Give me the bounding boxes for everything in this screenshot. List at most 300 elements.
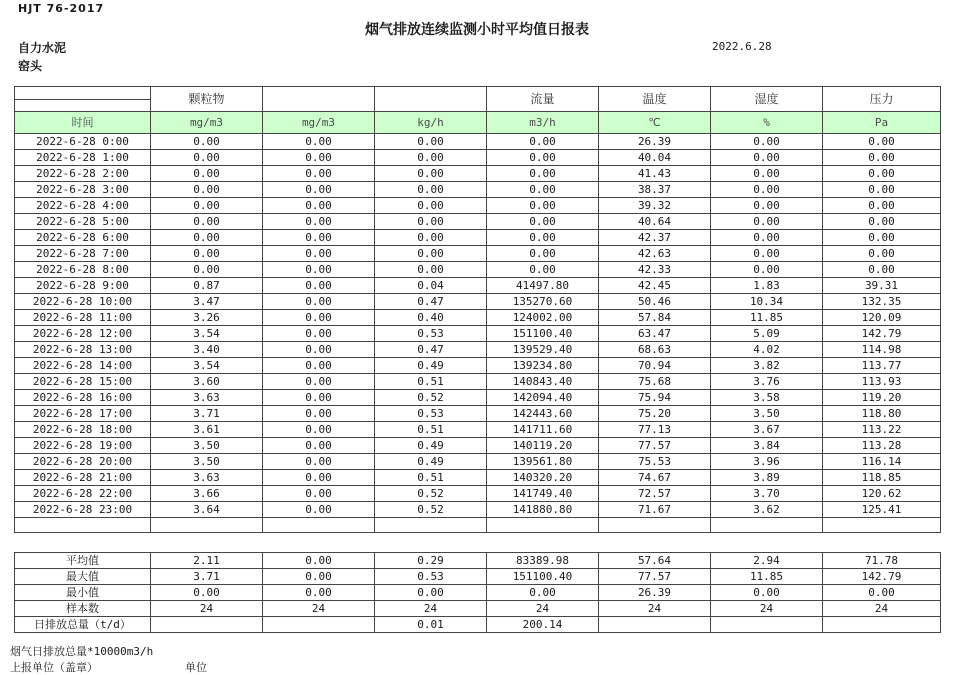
summary-value-cell: 24 [823,601,941,617]
summary-table [14,552,941,633]
value-cell: 42.33 [599,262,711,278]
value-cell: 0.00 [487,134,599,150]
summary-label-cell: 样本数 [15,601,151,617]
summary-value-cell [263,617,375,633]
time-cell: 2022-6-28 16:00 [15,390,151,406]
value-cell: 0.00 [263,150,375,166]
summary-row [15,617,941,633]
summary-row [15,569,941,585]
empty-cell [711,518,823,533]
company-name: 自力水泥 [18,41,67,55]
value-cell: 0.00 [823,246,941,262]
value-cell: 41497.80 [487,278,599,294]
summary-value-cell: 0.29 [375,553,487,569]
value-cell: 0.51 [375,422,487,438]
value-cell: 0.51 [375,470,487,486]
value-cell: 0.00 [711,166,823,182]
group-header-cell [263,87,375,112]
value-cell: 0.00 [375,246,487,262]
time-cell: 2022-6-28 19:00 [15,438,151,454]
group-header-pm: 颗粒物 [151,87,263,112]
summary-row [15,553,941,569]
summary-value-cell: 24 [599,601,711,617]
time-cell: 2022-6-28 2:00 [15,166,151,182]
value-cell: 0.47 [375,342,487,358]
unit-header-cell: ℃ [599,112,711,134]
summary-value-cell: 151100.40 [487,569,599,585]
time-cell: 2022-6-28 10:00 [15,294,151,310]
value-cell: 40.64 [599,214,711,230]
value-cell: 11.85 [711,310,823,326]
value-cell: 140843.40 [487,374,599,390]
group-header-flow: 流量 [487,87,599,112]
value-cell: 3.50 [711,406,823,422]
table-row [15,422,941,438]
value-cell: 3.71 [151,406,263,422]
table-row [15,326,941,342]
value-cell: 3.76 [711,374,823,390]
summary-value-cell: 0.53 [375,569,487,585]
unit-label: 单位 [185,661,207,674]
value-cell: 118.80 [823,406,941,422]
summary-value-cell: 24 [151,601,263,617]
value-cell: 0.00 [263,310,375,326]
value-cell: 39.31 [823,278,941,294]
value-cell: 0.00 [375,198,487,214]
time-cell: 2022-6-28 18:00 [15,422,151,438]
value-cell: 0.00 [487,230,599,246]
value-cell: 142094.40 [487,390,599,406]
value-cell: 118.85 [823,470,941,486]
value-cell: 0.00 [711,262,823,278]
summary-label-cell: 日排放总量（t/d） [15,617,151,633]
value-cell: 3.66 [151,486,263,502]
value-cell: 0.00 [151,182,263,198]
table-row [15,134,941,150]
table-row [15,198,941,214]
group-header-pressure: 压力 [823,87,941,112]
value-cell: 142443.60 [487,406,599,422]
value-cell: 0.00 [263,134,375,150]
time-cell: 2022-6-28 7:00 [15,246,151,262]
station-name: 窑头 [18,59,43,73]
group-header-temperature: 温度 [599,87,711,112]
table-row [15,358,941,374]
value-cell: 0.00 [263,390,375,406]
table-row [15,310,941,326]
value-cell: 3.63 [151,470,263,486]
summary-value-cell: 0.00 [375,585,487,601]
summary-value-cell: 200.14 [487,617,599,633]
table-row [15,150,941,166]
table-row [15,406,941,422]
summary-value-cell: 0.00 [263,585,375,601]
value-cell: 116.14 [823,454,941,470]
value-cell: 1.83 [711,278,823,294]
summary-value-cell: 24 [263,601,375,617]
value-cell: 0.00 [375,134,487,150]
group-header-cell-blank [15,99,151,112]
time-cell: 2022-6-28 11:00 [15,310,151,326]
value-cell: 3.84 [711,438,823,454]
summary-label-cell: 最大值 [15,569,151,585]
summary-label-cell: 最小值 [15,585,151,601]
empty-row [15,518,941,533]
value-cell: 0.00 [711,230,823,246]
time-cell: 2022-6-28 0:00 [15,134,151,150]
report-title: 烟气排放连续监测小时平均值日报表 [365,22,589,38]
value-cell: 0.00 [263,182,375,198]
time-cell: 2022-6-28 1:00 [15,150,151,166]
empty-cell [823,518,941,533]
value-cell: 3.60 [151,374,263,390]
value-cell: 0.00 [711,214,823,230]
table-row [15,438,941,454]
summary-value-cell [151,617,263,633]
value-cell: 40.04 [599,150,711,166]
summary-value-cell [599,617,711,633]
value-cell: 74.67 [599,470,711,486]
value-cell: 0.00 [711,150,823,166]
value-cell: 3.50 [151,438,263,454]
value-cell: 4.02 [711,342,823,358]
value-cell: 0.49 [375,438,487,454]
value-cell: 0.87 [151,278,263,294]
value-cell: 113.93 [823,374,941,390]
value-cell: 75.53 [599,454,711,470]
value-cell: 71.67 [599,502,711,518]
table-row [15,374,941,390]
value-cell: 0.00 [711,134,823,150]
unit-header-cell: % [711,112,823,134]
unit-header-cell: m3/h [487,112,599,134]
value-cell: 42.37 [599,230,711,246]
value-cell: 0.49 [375,358,487,374]
time-cell: 2022-6-28 6:00 [15,230,151,246]
value-cell: 0.00 [375,150,487,166]
value-cell: 0.00 [263,166,375,182]
value-cell: 132.35 [823,294,941,310]
value-cell: 0.00 [263,470,375,486]
footer-note: 烟气日排放总量*10000m3/h [10,645,154,658]
value-cell: 57.84 [599,310,711,326]
value-cell: 0.00 [263,278,375,294]
summary-value-cell: 0.00 [487,585,599,601]
value-cell: 0.00 [823,134,941,150]
value-cell: 0.00 [263,342,375,358]
summary-value-cell: 0.00 [263,569,375,585]
value-cell: 0.00 [151,214,263,230]
value-cell: 141749.40 [487,486,599,502]
table-row [15,454,941,470]
summary-value-cell: 24 [487,601,599,617]
summary-row [15,601,941,617]
value-cell: 0.00 [711,198,823,214]
summary-value-cell: 77.57 [599,569,711,585]
value-cell: 10.34 [711,294,823,310]
value-cell: 3.82 [711,358,823,374]
value-cell: 125.41 [823,502,941,518]
table-row [15,262,941,278]
value-cell: 0.00 [263,326,375,342]
value-cell: 0.00 [151,246,263,262]
value-cell: 26.39 [599,134,711,150]
unit-header-cell: mg/m3 [151,112,263,134]
value-cell: 41.43 [599,166,711,182]
value-cell: 0.00 [151,150,263,166]
value-cell: 3.54 [151,358,263,374]
time-cell: 2022-6-28 21:00 [15,470,151,486]
value-cell: 151100.40 [487,326,599,342]
value-cell: 3.62 [711,502,823,518]
value-cell: 0.00 [823,182,941,198]
value-cell: 0.00 [487,198,599,214]
value-cell: 0.00 [263,294,375,310]
value-cell: 0.00 [375,166,487,182]
value-cell: 0.00 [487,150,599,166]
value-cell: 39.32 [599,198,711,214]
value-cell: 113.22 [823,422,941,438]
value-cell: 140119.20 [487,438,599,454]
empty-cell [15,518,151,533]
report-unit-label: 上报单位（盖章） [10,661,98,674]
value-cell: 0.00 [375,214,487,230]
value-cell: 119.20 [823,390,941,406]
group-header-humidity: 湿度 [711,87,823,112]
value-cell: 0.00 [263,262,375,278]
value-cell: 0.00 [263,486,375,502]
value-cell: 141880.80 [487,502,599,518]
value-cell: 0.53 [375,326,487,342]
value-cell: 3.26 [151,310,263,326]
summary-value-cell: 0.00 [823,585,941,601]
value-cell: 0.51 [375,374,487,390]
value-cell: 0.00 [711,246,823,262]
value-cell: 50.46 [599,294,711,310]
value-cell: 3.58 [711,390,823,406]
time-cell: 2022-6-28 13:00 [15,342,151,358]
value-cell: 5.09 [711,326,823,342]
table-row [15,246,941,262]
value-cell: 0.00 [375,262,487,278]
value-cell: 3.64 [151,502,263,518]
value-cell: 0.00 [263,406,375,422]
value-cell: 75.94 [599,390,711,406]
value-cell: 0.00 [823,214,941,230]
group-header-row [15,87,941,100]
table-row [15,502,941,518]
summary-value-cell: 26.39 [599,585,711,601]
summary-value-cell: 71.78 [823,553,941,569]
summary-value-cell: 83389.98 [487,553,599,569]
table-row [15,278,941,294]
group-header-cell [375,87,487,112]
value-cell: 0.00 [263,214,375,230]
unit-header-cell: kg/h [375,112,487,134]
value-cell: 0.52 [375,486,487,502]
value-cell: 114.98 [823,342,941,358]
summary-value-cell: 24 [375,601,487,617]
value-cell: 0.00 [263,422,375,438]
table-row [15,342,941,358]
value-cell: 0.00 [151,166,263,182]
summary-value-cell: 2.11 [151,553,263,569]
time-cell: 2022-6-28 5:00 [15,214,151,230]
value-cell: 0.53 [375,406,487,422]
time-header: 时间 [15,112,151,134]
time-cell: 2022-6-28 8:00 [15,262,151,278]
value-cell: 0.00 [263,454,375,470]
summary-value-cell: 0.00 [711,585,823,601]
value-cell: 0.47 [375,294,487,310]
value-cell: 0.00 [151,230,263,246]
hourly-table [14,86,941,533]
value-cell: 0.52 [375,390,487,406]
unit-header-row [15,112,941,134]
value-cell: 42.45 [599,278,711,294]
time-cell: 2022-6-28 3:00 [15,182,151,198]
value-cell: 0.00 [487,214,599,230]
value-cell: 0.00 [711,182,823,198]
table-row [15,230,941,246]
value-cell: 139561.80 [487,454,599,470]
summary-value-cell [711,617,823,633]
value-cell: 3.63 [151,390,263,406]
value-cell: 113.28 [823,438,941,454]
value-cell: 0.00 [487,182,599,198]
summary-label-cell: 平均值 [15,553,151,569]
value-cell: 0.49 [375,454,487,470]
table-row [15,182,941,198]
standard-label: HJT 76-2017 [18,2,105,15]
summary-value-cell [823,617,941,633]
value-cell: 0.52 [375,502,487,518]
value-cell: 0.00 [263,438,375,454]
value-cell: 0.00 [823,150,941,166]
value-cell: 0.00 [375,230,487,246]
value-cell: 0.00 [263,198,375,214]
summary-value-cell: 3.71 [151,569,263,585]
table-row [15,486,941,502]
value-cell: 0.00 [823,230,941,246]
time-cell: 2022-6-28 22:00 [15,486,151,502]
value-cell: 0.00 [375,182,487,198]
value-cell: 0.40 [375,310,487,326]
unit-header-cell: Pa [823,112,941,134]
group-header-cell-blank [15,87,151,100]
value-cell: 68.63 [599,342,711,358]
value-cell: 139234.80 [487,358,599,374]
value-cell: 70.94 [599,358,711,374]
time-cell: 2022-6-28 14:00 [15,358,151,374]
value-cell: 3.47 [151,294,263,310]
value-cell: 3.67 [711,422,823,438]
summary-value-cell: 11.85 [711,569,823,585]
value-cell: 75.68 [599,374,711,390]
value-cell: 0.00 [487,246,599,262]
value-cell: 140320.20 [487,470,599,486]
value-cell: 0.00 [487,166,599,182]
value-cell: 135270.60 [487,294,599,310]
summary-value-cell: 0.00 [263,553,375,569]
value-cell: 77.57 [599,438,711,454]
value-cell: 0.00 [823,166,941,182]
value-cell: 120.09 [823,310,941,326]
empty-cell [263,518,375,533]
summary-rows [15,553,941,633]
summary-value-cell: 57.64 [599,553,711,569]
value-cell: 3.89 [711,470,823,486]
table-row [15,166,941,182]
table-row [15,214,941,230]
value-cell: 142.79 [823,326,941,342]
summary-value-cell: 0.01 [375,617,487,633]
value-cell: 0.04 [375,278,487,294]
value-cell: 141711.60 [487,422,599,438]
value-cell: 0.00 [487,262,599,278]
value-cell: 38.37 [599,182,711,198]
value-cell: 113.77 [823,358,941,374]
time-cell: 2022-6-28 20:00 [15,454,151,470]
value-cell: 63.47 [599,326,711,342]
value-cell: 3.50 [151,454,263,470]
empty-cell [151,518,263,533]
summary-value-cell: 0.00 [151,585,263,601]
value-cell: 0.00 [151,262,263,278]
value-cell: 0.00 [263,230,375,246]
value-cell: 0.00 [823,198,941,214]
time-cell: 2022-6-28 17:00 [15,406,151,422]
value-cell: 0.00 [263,358,375,374]
value-cell: 3.40 [151,342,263,358]
value-cell: 0.00 [151,134,263,150]
empty-cell [375,518,487,533]
report-date: 2022.6.28 [712,40,772,53]
table-row [15,390,941,406]
summary-row [15,585,941,601]
value-cell: 72.57 [599,486,711,502]
value-cell: 120.62 [823,486,941,502]
value-cell: 0.00 [823,262,941,278]
summary-value-cell: 2.94 [711,553,823,569]
time-cell: 2022-6-28 15:00 [15,374,151,390]
time-cell: 2022-6-28 12:00 [15,326,151,342]
value-cell: 75.20 [599,406,711,422]
time-cell: 2022-6-28 23:00 [15,502,151,518]
value-cell: 42.63 [599,246,711,262]
summary-value-cell: 142.79 [823,569,941,585]
value-cell: 0.00 [151,198,263,214]
value-cell: 0.00 [263,502,375,518]
value-cell: 3.70 [711,486,823,502]
table-row [15,470,941,486]
value-cell: 0.00 [263,374,375,390]
value-cell: 139529.40 [487,342,599,358]
unit-header-cell: mg/m3 [263,112,375,134]
empty-cell [487,518,599,533]
value-cell: 0.00 [263,246,375,262]
empty-cell [599,518,711,533]
hourly-rows [15,134,941,533]
value-cell: 3.61 [151,422,263,438]
value-cell: 3.96 [711,454,823,470]
value-cell: 124002.00 [487,310,599,326]
time-cell: 2022-6-28 4:00 [15,198,151,214]
value-cell: 3.54 [151,326,263,342]
summary-value-cell: 24 [711,601,823,617]
time-cell: 2022-6-28 9:00 [15,278,151,294]
value-cell: 77.13 [599,422,711,438]
